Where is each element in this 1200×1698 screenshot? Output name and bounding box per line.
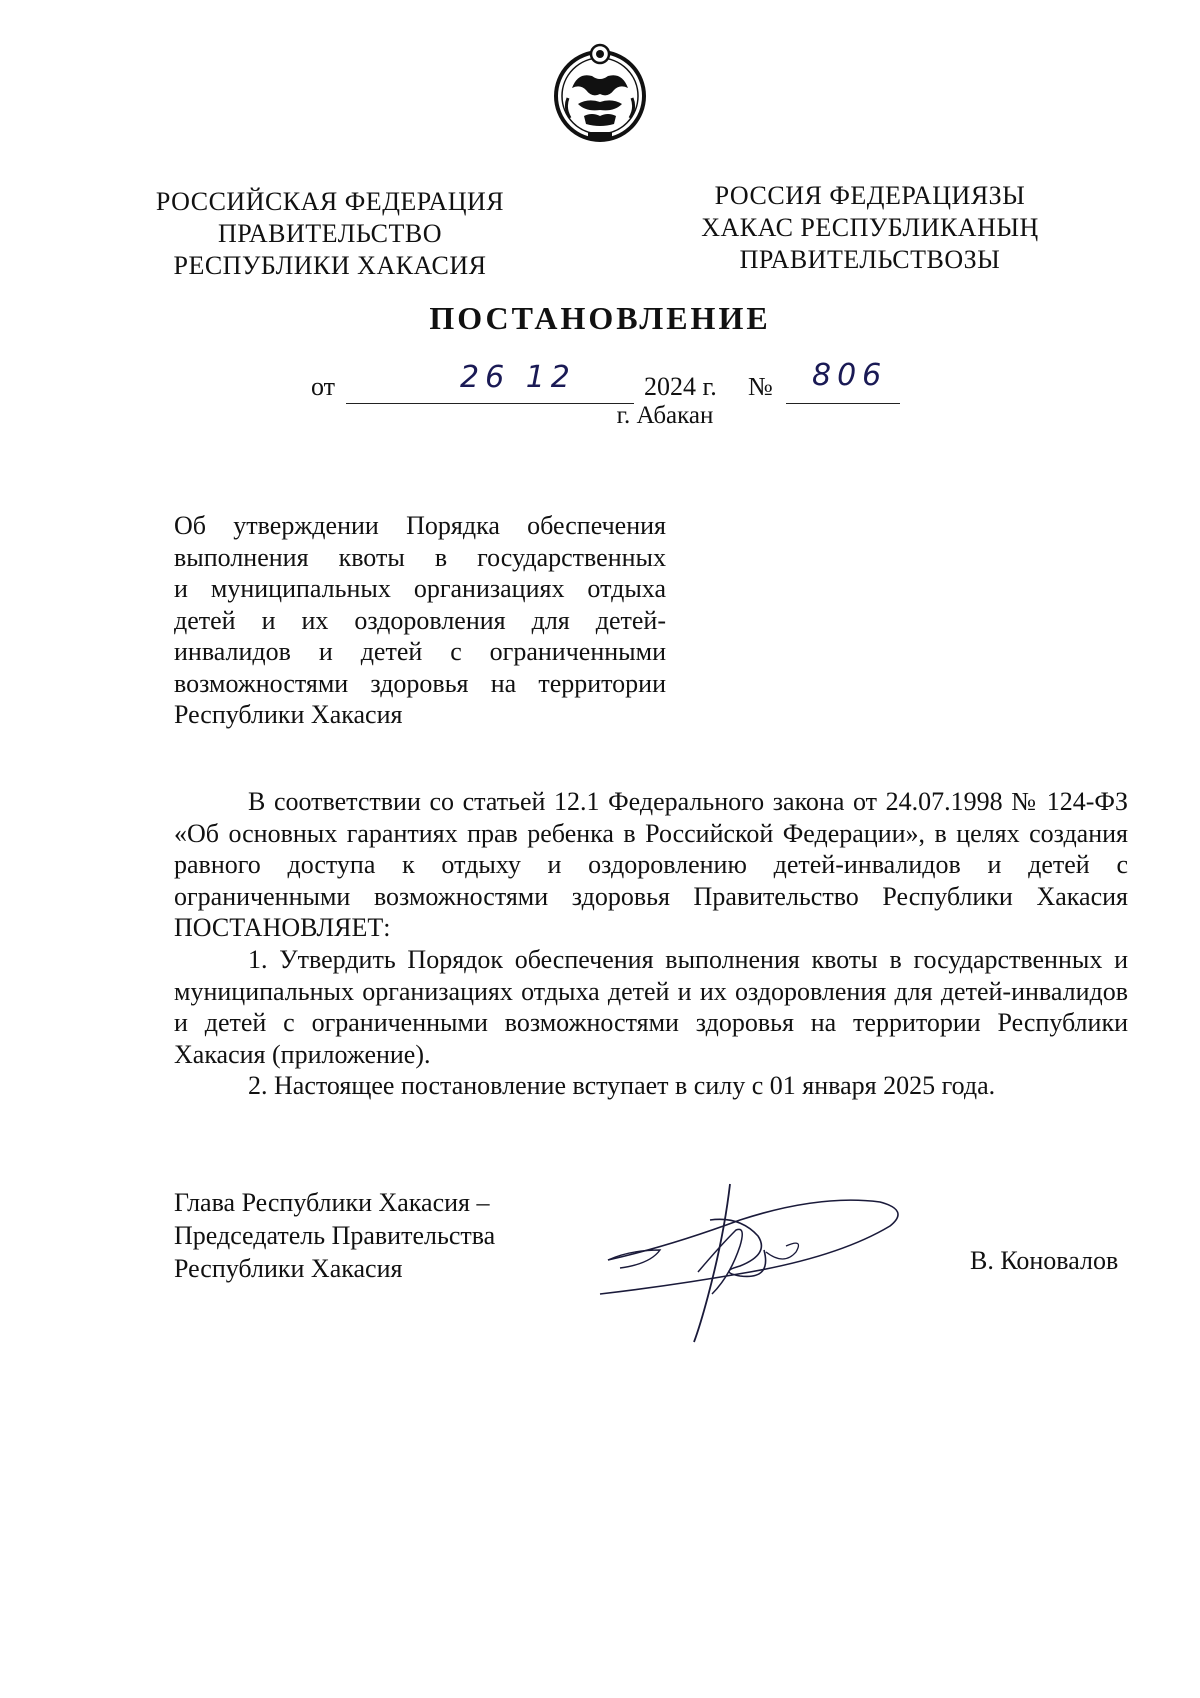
number-handwritten: 806	[812, 358, 888, 393]
subject-line: выполнения квоты в государственных	[174, 542, 666, 572]
subject-line: возможностями здоровья на территории	[174, 668, 666, 698]
header-left-line-1: РОССИЙСКАЯ ФЕДЕРАЦИЯ	[155, 187, 505, 216]
subject-block	[174, 510, 666, 731]
subject-line: и муниципальных организациях отдыха	[174, 574, 666, 603]
body-paragraph-item-1: 1. Утвердить Порядок обеспечения выполнения квоты в государственных и муниципальных организациях отдыха детей и их оздоровления для детей-инвалидов и детей с ограниченными возможностями здоровья на территории Республики Хакасия (приложение).	[174, 944, 1128, 1069]
number-label: №	[748, 372, 773, 401]
header-left-line-2: ПРАВИТЕЛЬСТВО	[218, 219, 442, 248]
signatory-title	[174, 1186, 495, 1285]
header-right-line-3: ПРАВИТЕЛЬСТВОЗЫ	[739, 245, 1001, 274]
signatory-title-line: Республики Хакасия	[174, 1254, 403, 1283]
header-right-line-1: РОССИЯ ФЕДЕРАЦИЯЗЫ	[714, 181, 1026, 210]
signatory-name: В. Коновалов	[970, 1246, 1119, 1275]
city: г. Абакан	[616, 402, 714, 429]
coat-of-arms-icon	[548, 42, 652, 146]
header-right	[690, 180, 1050, 276]
header-left-line-3: РЕСПУБЛИКИ ХАКАСИЯ	[173, 251, 487, 280]
header-left	[150, 186, 510, 282]
body-paragraph-preamble: В соответствии со статьей 12.1 Федерального закона от 24.07.1998 № 124-ФЗ «Об основных гарантиях прав ребенка в Российской Федерации», в целях создания равного доступа к отдыху и оздоровлению детей-инвалидов и детей с ограниченными возможностями здоровья Правительство Республики Хакасия ПОСТАНОВЛЯЕТ:	[174, 787, 1128, 943]
subject-line: Об утверждении Порядка обеспечения	[174, 511, 666, 540]
signatory-title-line: Глава Республики Хакасия –	[174, 1188, 490, 1217]
from-label: от	[311, 372, 336, 401]
subject-line: Республики Хакасия	[174, 700, 403, 729]
handwritten-signature	[590, 1176, 920, 1346]
date-handwritten: 26 12	[460, 360, 576, 395]
year-label: 2024 г.	[644, 372, 717, 401]
header-right-line-2: ХАКАС РЕСПУБЛИКАНЫҢ	[701, 213, 1039, 242]
document-title: ПОСТАНОВЛЕНИЕ	[429, 300, 771, 336]
subject-line: детей и их оздоровления для детей-	[174, 605, 666, 635]
body-paragraph-item-2: 2. Настоящее постановление вступает в силу с 01 января 2025 года.	[248, 1071, 996, 1101]
signatory-title-line: Председатель Правительства	[174, 1221, 496, 1250]
body-text	[174, 786, 1128, 1102]
subject-line: инвалидов и детей с ограниченными	[174, 637, 666, 666]
